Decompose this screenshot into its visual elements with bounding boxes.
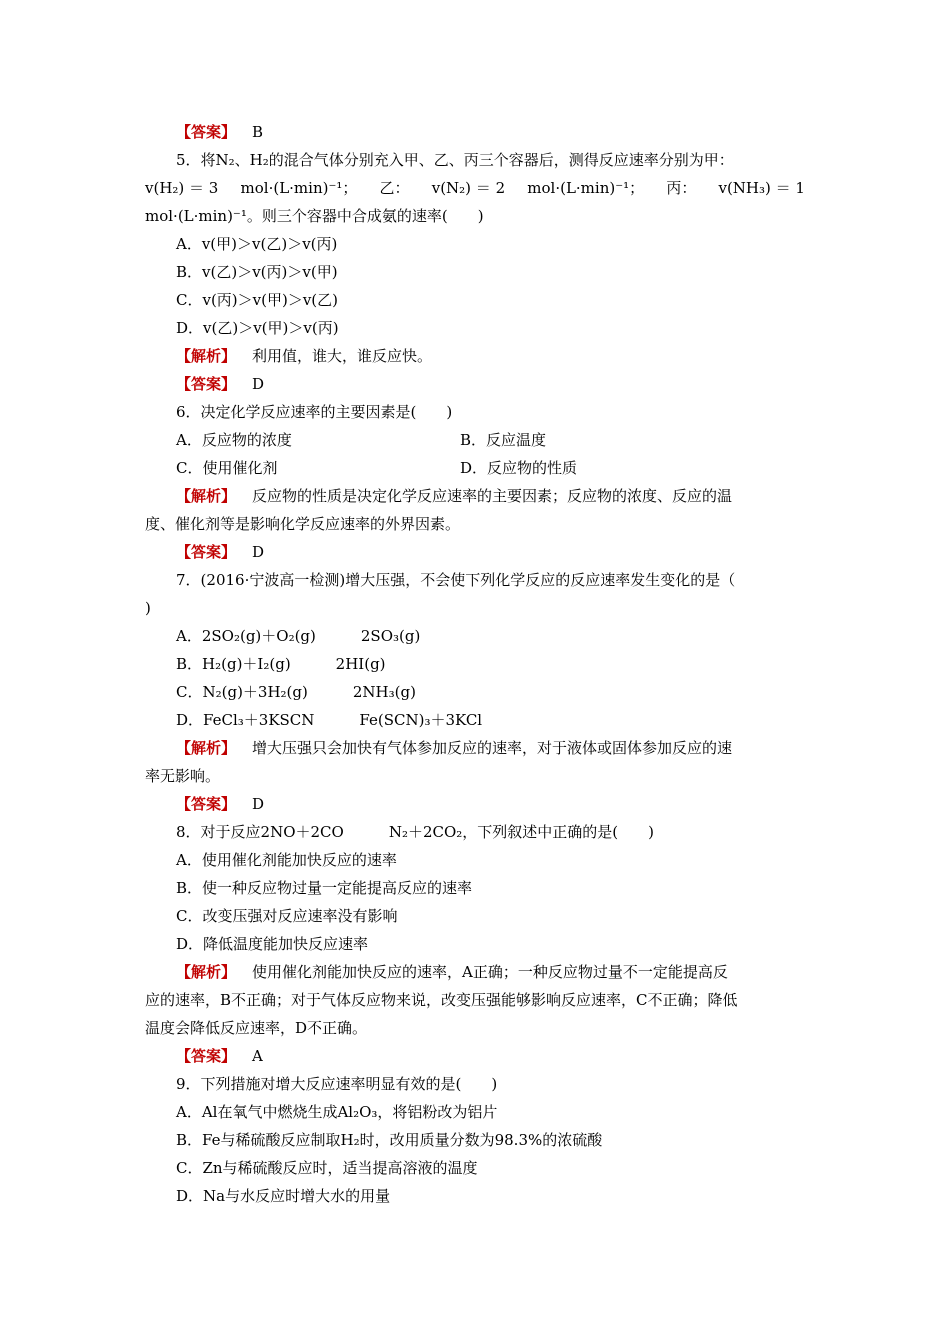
q9-option-b: B．Fe与稀硫酸反应制取H₂时，改用质量分数为98.3%的浓硫酸 (176, 1131, 603, 1149)
q7-option-a: A．2SO₂(g)＋O₂(g) 2SO₃(g) (176, 627, 421, 645)
q5-option-c: C．v(丙)＞v(甲)＞v(乙) (176, 291, 339, 309)
q5-rate-jia: v(H₂) ＝ 3 (145, 179, 219, 197)
q5-analysis: 利用值，谁大，谁反应快。 (252, 347, 433, 365)
q5-unit-yi: mol·(L·min)⁻¹； (527, 179, 645, 197)
q9-option-a: A．Al在氧气中燃烧生成Al₂O₃，将铝粉改为铝片 (176, 1103, 498, 1121)
analysis-tag: 【解析】 (176, 739, 237, 757)
q5-label-yi: 乙： (379, 179, 410, 197)
q5-unit-jia: mol·(L·min)⁻¹； (240, 179, 358, 197)
q5-answer-line (176, 370, 836, 398)
q6-answer-line (176, 538, 836, 566)
q8-analysis-text-1: 使用催化剂能加快反应的速率，A正确；一种反应物过量不一定能提高反 (252, 963, 728, 981)
answer-tag: 【答案】 (176, 795, 237, 813)
q7-stem-line-1: 7．(2016·宁波高一检测)增大压强，不会使下列化学反应的反应速率发生变化的是（ (176, 571, 736, 589)
q9-option-c: C．Zn与稀硫酸反应时，适当提高溶液的温度 (176, 1159, 478, 1177)
q8-answer-line (176, 1042, 836, 1070)
q8-analysis-line-3: 温度会降低反应速率，D不正确。 (145, 1019, 368, 1037)
q7-option-d: D．FeCl₃＋3KSCN Fe(SCN)₃＋3KCl (176, 711, 483, 729)
answer-tag: 【答案】 (176, 375, 237, 393)
answer-tag: 【答案】 (176, 1047, 237, 1065)
analysis-tag: 【解析】 (176, 347, 237, 365)
q6-option-a: A．反应物的浓度 (176, 431, 292, 449)
q7-option-c: C．N₂(g)＋3H₂(g) 2NH₃(g) (176, 683, 416, 701)
q8-option-a: A．使用催化剂能加快反应的速率 (176, 851, 397, 869)
q7-analysis-text-1: 增大压强只会加快有气体参加反应的速率，对于液体或固体参加反应的速 (252, 739, 733, 757)
q8-stem: 8．对于反应2NO＋2CO N₂＋2CO₂，下列叙述中正确的是( ) (176, 823, 655, 841)
answer-tag: 【答案】 (176, 543, 237, 561)
q8-analysis-line-1 (176, 958, 836, 986)
q8-analysis-line-2: 应的速率，B不正确；对于气体反应物来说，改变压强能够影响反应速率，C不正确；降低 (145, 991, 738, 1009)
q6-stem: 6．决定化学反应速率的主要因素是( ) (176, 403, 453, 421)
q8-option-c: C．改变压强对反应速率没有影响 (176, 907, 398, 925)
q5-stem-line-1: 5．将N₂、H₂的混合气体分别充入甲、乙、丙三个容器后，测得反应速率分别为甲： (176, 151, 734, 169)
q7-answer: D (252, 795, 265, 813)
q5-stem-line-3: mol·(L·min)⁻¹。则三个容器中合成氨的速率( ) (145, 207, 484, 225)
q7-analysis-line-2: 率无影响。 (145, 767, 221, 785)
q6-options-row-2 (176, 454, 836, 482)
q6-analysis-line-2: 度、催化剂等是影响化学反应速率的外界因素。 (145, 515, 461, 533)
q5-answer: D (252, 375, 265, 393)
q5-label-bing: 丙： (666, 179, 697, 197)
analysis-tag: 【解析】 (176, 963, 237, 981)
q4-answer: B (252, 123, 264, 141)
q8-answer: A (252, 1047, 263, 1065)
answer-tag: 【答案】 (176, 123, 237, 141)
q6-options-row-1 (176, 426, 836, 454)
q6-analysis-line-1 (176, 482, 836, 510)
q5-rate-bing: v(NH₃) ＝ 1 (718, 179, 805, 197)
q8-option-b: B．使一种反应物过量一定能提高反应的速率 (176, 879, 473, 897)
q9-stem: 9．下列措施对增大反应速率明显有效的是( ) (176, 1075, 498, 1093)
q6-answer: D (252, 543, 265, 561)
q6-analysis-text-1: 反应物的性质是决定化学反应速率的主要因素；反应物的浓度、反应的温 (252, 487, 733, 505)
q5-rate-yi: v(N₂) ＝ 2 (431, 179, 506, 197)
q4-answer-line (176, 118, 836, 146)
q9-option-d: D．Na与水反应时增大水的用量 (176, 1187, 391, 1205)
q7-analysis-line-1 (176, 734, 836, 762)
q8-option-d: D．降低温度能加快反应速率 (176, 935, 369, 953)
q7-option-b: B．H₂(g)＋I₂(g) 2HI(g) (176, 655, 386, 673)
q6-option-c: C．使用催化剂 (176, 459, 278, 477)
q7-answer-line (176, 790, 836, 818)
q7-stem-line-2: ) (145, 599, 151, 617)
q5-analysis-line (176, 342, 836, 370)
analysis-tag: 【解析】 (176, 487, 237, 505)
q5-option-b: B．v(乙)＞v(丙)＞v(甲) (176, 263, 338, 281)
q5-option-d: D．v(乙)＞v(甲)＞v(丙) (176, 319, 339, 337)
q6-option-d: D．反应物的性质 (460, 459, 578, 477)
q5-option-a: A．v(甲)＞v(乙)＞v(丙) (176, 235, 338, 253)
q6-option-b: B．反应温度 (460, 431, 547, 449)
q5-stem-line-2 (145, 174, 805, 202)
